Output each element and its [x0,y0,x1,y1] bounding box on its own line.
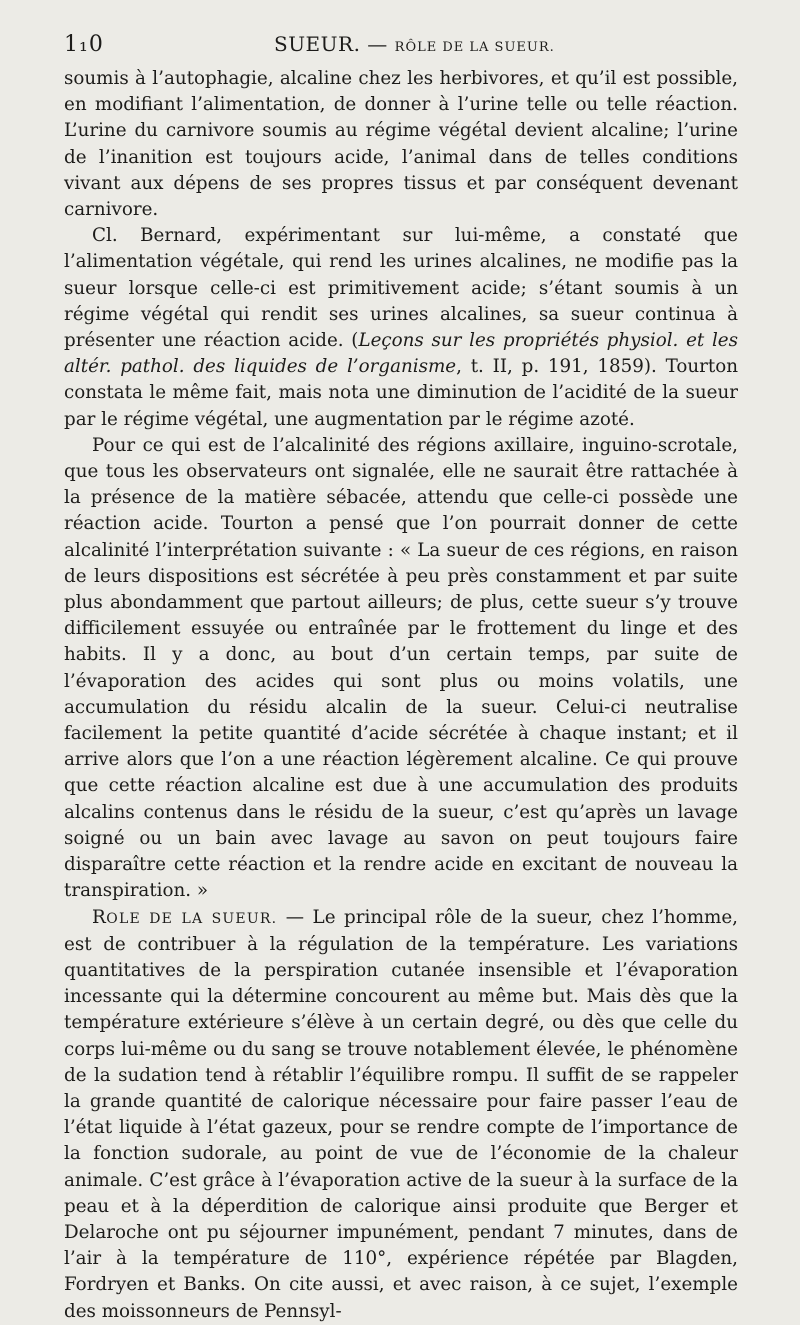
paragraph-4-body: — Le principal rôle de la sueur, chez l’homme, est de contribuer à la régulation de la température. Les variations quantitatives de la perspiration cutanée insensible et l’évaporation incessante qui la détermine concourent au même but. Mais dès que la température extérieure s’élève à un certain degré, ou dès que celle du corps lui-même ou du sang se trouve notablement élevée, le phénomène de la sudation tend à rétablir l’équilibre rompu. Il suffit de se rappeler la grande quantité de calorique nécessaire pour faire passer l’eau de l’état liquide à l’état gazeux, pour se rendre compte de l’importance de la fonction sudorale, au point de vue de l’économie de la chaleur animale. C’est grâce à l’évaporation active de la sueur à la surface de la peau et à la déperdition de calorique ainsi produite que Berger et Delaroche ont pu séjourner impunément, pendant 7 minutes, dans de l’air à la température de 110°, expérience répétée par Blagden, Fordryen et Banks. On cite aussi, et avec raison, à ce sujet, l’exemple des moissonneurs de Pennsyl- [64,906,738,1322]
section-lead-initial: R [92,906,107,928]
paragraph-4 [64,905,738,1325]
title-main: SUEUR. [274,32,361,56]
paragraph-1: soumis à l’autophagie, alcaline chez les herbivores, et qu’il est possible, en modifiant l’alimentation, de donner à l’urine telle ou telle réaction. L’urine du carnivore soumis au régime végétal devient alcaline; l’urine de l’inanition est toujours acide, l’animal dans de telles conditions vivant aux dépens de ses propres tissus et par conséquent devenant carnivore. [64,68,738,221]
paragraph-2 [64,223,738,433]
citation-title: Leçons sur les propriétés physiol. et les altér. pathol. des liquides de l’organisme [64,330,738,378]
body-text [64,66,738,1325]
page-number: 1₁0 [64,32,104,57]
paragraph-2-part-b: , t. II, p. 191, 1859). Tourton constata le même fait, mais nota une diminution de l’acidité de la sueur par le régime végétal, une augmentation par le régime azoté. [64,356,738,430]
running-title [274,32,555,56]
running-header [64,28,740,64]
title-dash: — [360,32,395,56]
section-lead-heading: OLE DE LA SUEUR. [106,910,278,927]
paragraph-3: Pour ce qui est de l’alcalinité des régions axillaire, inguino-scrotale, que tous les observateurs ont signalée, elle ne saurait être rattachée à la présence de la matière sébacée, attendu que celle-ci possède une réaction acide. Tourton a pensé que l’on pourrait donner de cette alcalinité l’interprétation suivante : « La sueur de ces régions, en raison de leurs dispositions est sécrétée à peu près constamment et par suite plus abondamment que partout ailleurs; de plus, cette sueur s’y trouve difficilement essuyée ou entraînée par le frottement du linge et des habits. Il y a donc, au bout d’un certain temps, par suite de l’évaporation des acides qui sont plus ou moins volatils, une accumulation du résidu alcalin de la sueur. Celui-ci neutralise facilement la petite quantité d’acide sécrétée à chaque instant; et il arrive alors que l’on a une réaction légèrement alcaline. Ce qui prouve que cette réaction alcaline est due à une accumulation des produits alcalins contenus dans le résidu de la sueur, c’est qu’après un lavage soigné ou un bain avec lavage au savon on peut toujours faire disparaître cette réaction et la rendre acide en excitant de nouveau la transpiration. » [64,434,738,902]
title-section: RÔLE DE LA SUEUR. [394,40,555,55]
paragraph-2-part-a: Cl. Bernard, expérimentant sur lui-même, a constaté que l’alimentation végétale, qui rend les urines alcalines, ne modifie pas la sueur lorsque celle-ci est primitivement acide; s’étant soumis à un régime végétal qui rendit ses urines alcalines, sa sueur continua à présenter une réaction acide. ( [64,225,738,352]
